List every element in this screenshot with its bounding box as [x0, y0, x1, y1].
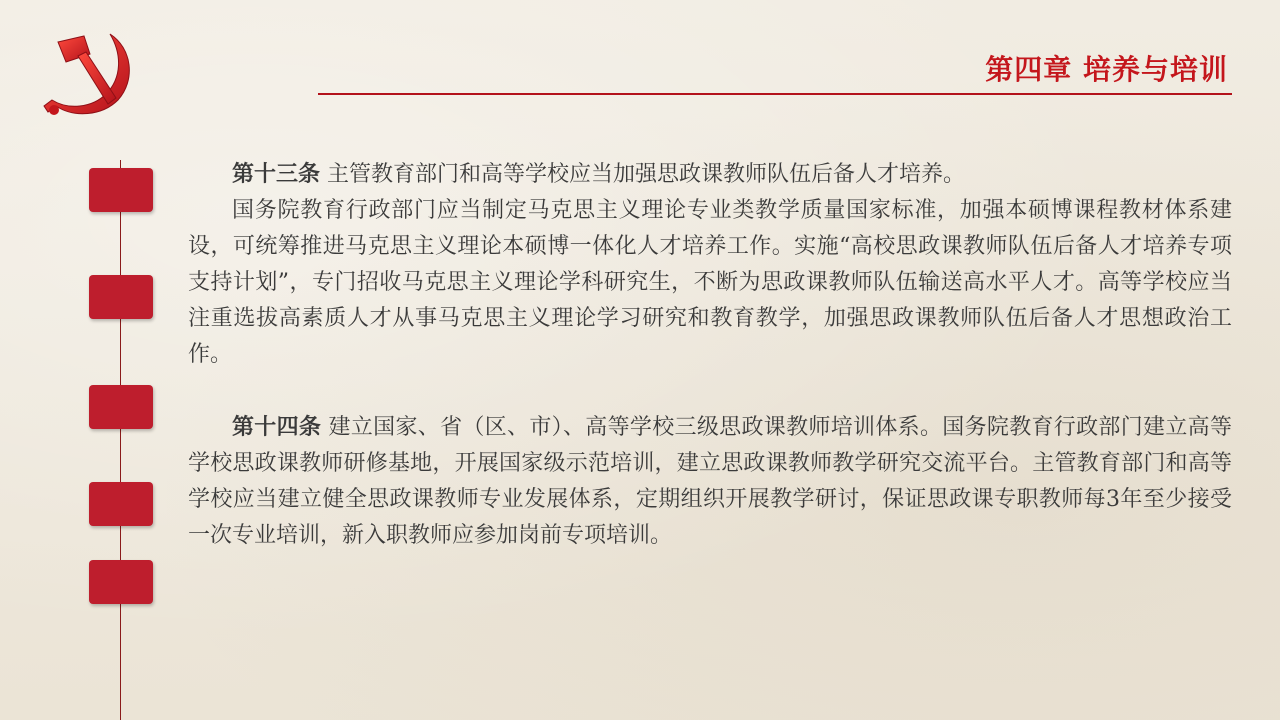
article-14-heading: 第十四条 — [232, 414, 322, 440]
paragraph-gap — [188, 373, 1232, 409]
title-divider — [318, 93, 1232, 95]
side-tab-3[interactable] — [89, 385, 153, 429]
side-tab-2[interactable] — [89, 275, 153, 319]
article-13-text: 主管教育部门和高等学校应当加强思政课教师队伍后备人才培养。 — [320, 162, 966, 187]
side-tab-5[interactable] — [89, 560, 153, 604]
side-tab-1[interactable] — [89, 168, 153, 212]
chapter-title: 第四章 培养与培训 — [985, 53, 1228, 86]
article-13-heading: 第十三条 — [232, 161, 321, 187]
article-body — [188, 156, 1232, 554]
party-emblem-icon — [40, 28, 136, 120]
timeline-line — [120, 160, 121, 720]
article-13-paragraph-2: 国务院教育行政部门应当制定马克思主义理论专业类教学质量国家标准，加强本硕博课程教材体系建设，可统筹推进马克思主义理论本硕博一体化人才培养工作。实施“高校思政课教师队伍后备人才培养专项支持计划”，专门招收马克思主义理论学科研究生，不断为思政课教师队伍输送高水平人才。高等学校应当注重选拔高素质人才从事马克思主义理论学习研究和教育教学，加强思政课教师队伍后备人才思想政治工作。 — [188, 198, 1232, 367]
article-14-paragraph — [188, 409, 1232, 554]
article-13-paragraph-1 — [188, 156, 1232, 193]
side-tab-4[interactable] — [89, 482, 153, 526]
article-14-text: 建立国家、省（区、市）、高等学校三级思政课教师培训体系。国务院教育行政部门建立高等学校思政课教师研修基地，开展国家级示范培训，建立思政课教师教学研究交流平台。主管教育部门和高等学校应当建立健全思政课教师专业发展体系，定期组织开展教学研讨，保证思政课专职教师每3年至少接受一次专业培训，新入职教师应参加岗前专项培训。 — [188, 415, 1232, 548]
